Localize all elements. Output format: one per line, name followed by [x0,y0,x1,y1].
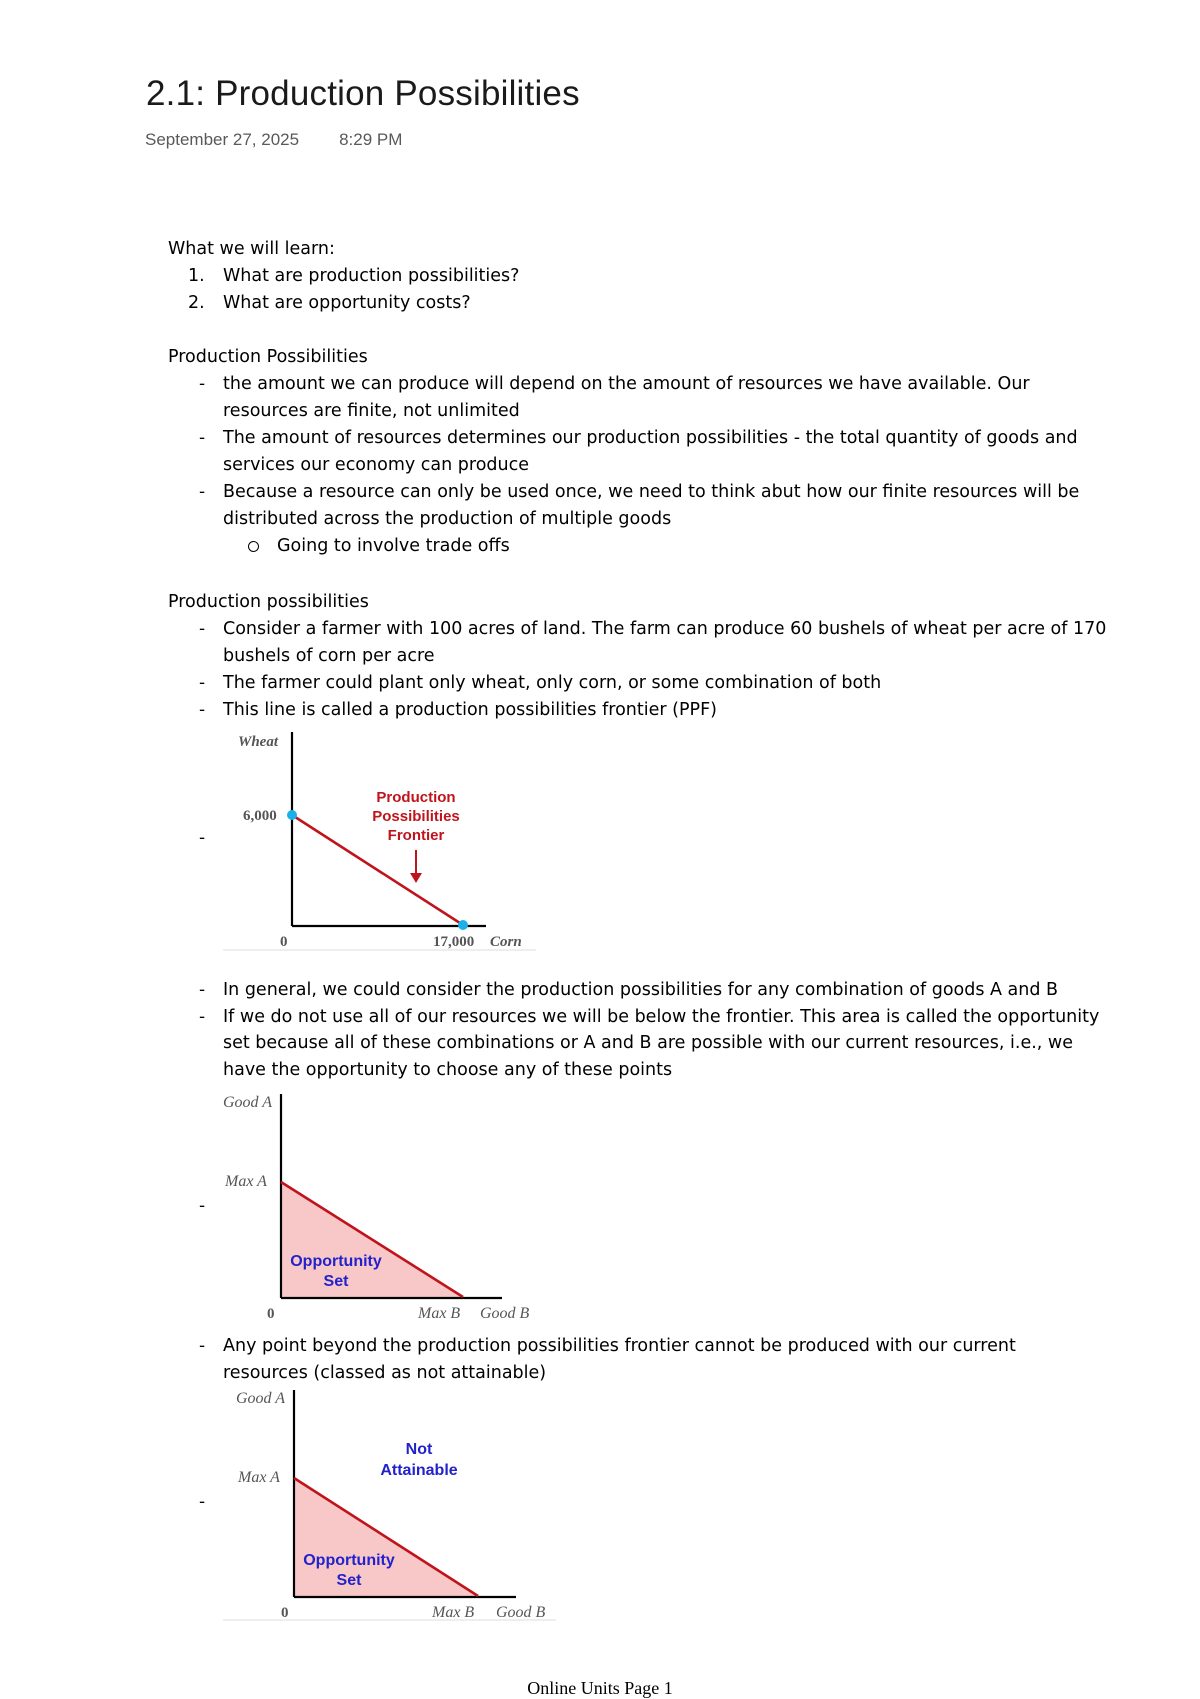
page-timestamp [145,130,402,150]
region-label: Set [336,1572,362,1589]
bullet-dash: - [199,482,206,502]
x-axis-label: Good B [496,1604,546,1621]
bullet-dash: - [199,1007,206,1027]
bullet-line: resources (classed as not attainable) [223,1363,547,1383]
outside-label: Not [405,1441,433,1458]
bullet-line: distributed across the production of multiple goods [223,509,672,529]
sub-bullet-line: Going to involve trade offs [277,536,510,556]
y-intercept-label: Max A [238,1469,280,1486]
y-axis-label: Good A [236,1390,286,1407]
outside-label: Attainable [380,1462,458,1479]
origin-label: 0 [280,934,288,950]
opportunity-set-figure [220,1090,540,1322]
bullet-line: resources are finite, not unlimited [223,401,520,421]
page-footer: Online Units Page 1 [527,1678,673,1698]
bullet-line: services our economy can produce [223,455,529,475]
region-label: Opportunity [303,1552,395,1569]
bullet-dash: - [199,980,206,1000]
bullet-dash: - [199,700,206,720]
x-intercept-label: Max B [418,1305,461,1322]
arrow-head-icon [410,873,422,883]
bullet-line: Consider a farmer with 100 acres of land. The farm can produce 60 bushels of wheat per acre of 170 [223,619,1107,639]
ppf-figure [220,728,540,952]
intro-item-number: 1. [188,266,205,286]
x-intercept-label: 17,000 [433,934,475,950]
bullet-line: set because all of these combinations or A and B are possible with our current resources, i.e., we [223,1033,1073,1053]
intro-item: What are opportunity costs? [223,293,471,313]
y-axis-label: Wheat [238,734,279,750]
bullet-line: have the opportunity to choose any of these points [223,1060,673,1080]
bullet-line: Any point beyond the production possibilities frontier cannot be produced with our current [223,1336,1016,1356]
bullet-line: In general, we could consider the production possibilities for any combination of goods A and B [223,980,1059,1000]
bullet-dash: - [199,619,206,639]
sub-bullet-circle-icon [248,541,259,552]
intro-item: What are production possibilities? [223,266,520,286]
ppf-annotation: Production [376,789,456,806]
bullet-line: If we do not use all of our resources we will be below the frontier. This area is called the opportunity [223,1007,1100,1027]
y-intercept-point [287,810,297,820]
section-heading: Production Possibilities [168,347,368,367]
page-time: 8:29 PM [339,130,403,149]
intro-item-number: 2. [188,293,205,313]
bullet-dash: - [199,1196,206,1216]
x-axis-label: Corn [490,934,522,950]
y-axis-label: Good A [223,1094,273,1111]
intro-heading: What we will learn: [168,239,335,259]
x-axis-label: Good B [480,1305,530,1322]
bullet-dash: - [199,828,206,848]
region-label: Set [323,1273,349,1290]
x-intercept-label: Max B [432,1604,475,1621]
page-title: 2.1: Production Possibilities [146,74,580,113]
bullet-dash: - [199,374,206,394]
origin-label: 0 [281,1605,289,1621]
bullet-line: the amount we can produce will depend on the amount of resources we have available. Our [223,374,1030,394]
y-intercept-label: Max A [225,1173,267,1190]
bullet-line: Because a resource can only be used once, we need to think abut how our finite resources will be [223,482,1080,502]
y-intercept-label: 6,000 [243,808,277,824]
ppf-annotation: Frontier [387,827,445,844]
bullet-line: This line is called a production possibilities frontier (PPF) [223,700,717,720]
bullet-line: The farmer could plant only wheat, only corn, or some combination of both [223,673,882,693]
bullet-dash: - [199,1336,206,1356]
region-label: Opportunity [290,1253,382,1270]
not-attainable-figure [220,1386,560,1622]
bullet-dash: - [199,1492,206,1512]
ppf-annotation: Possibilities [372,808,460,825]
bullet-dash: - [199,428,206,448]
bullet-dash: - [199,673,206,693]
origin-label: 0 [267,1306,275,1322]
section-heading: Production possibilities [168,592,369,612]
bullet-line: The amount of resources determines our production possibilities - the total quantity of goods and [223,428,1078,448]
page-date: September 27, 2025 [145,130,300,149]
x-intercept-point [458,920,468,930]
bullet-line: bushels of corn per acre [223,646,435,666]
